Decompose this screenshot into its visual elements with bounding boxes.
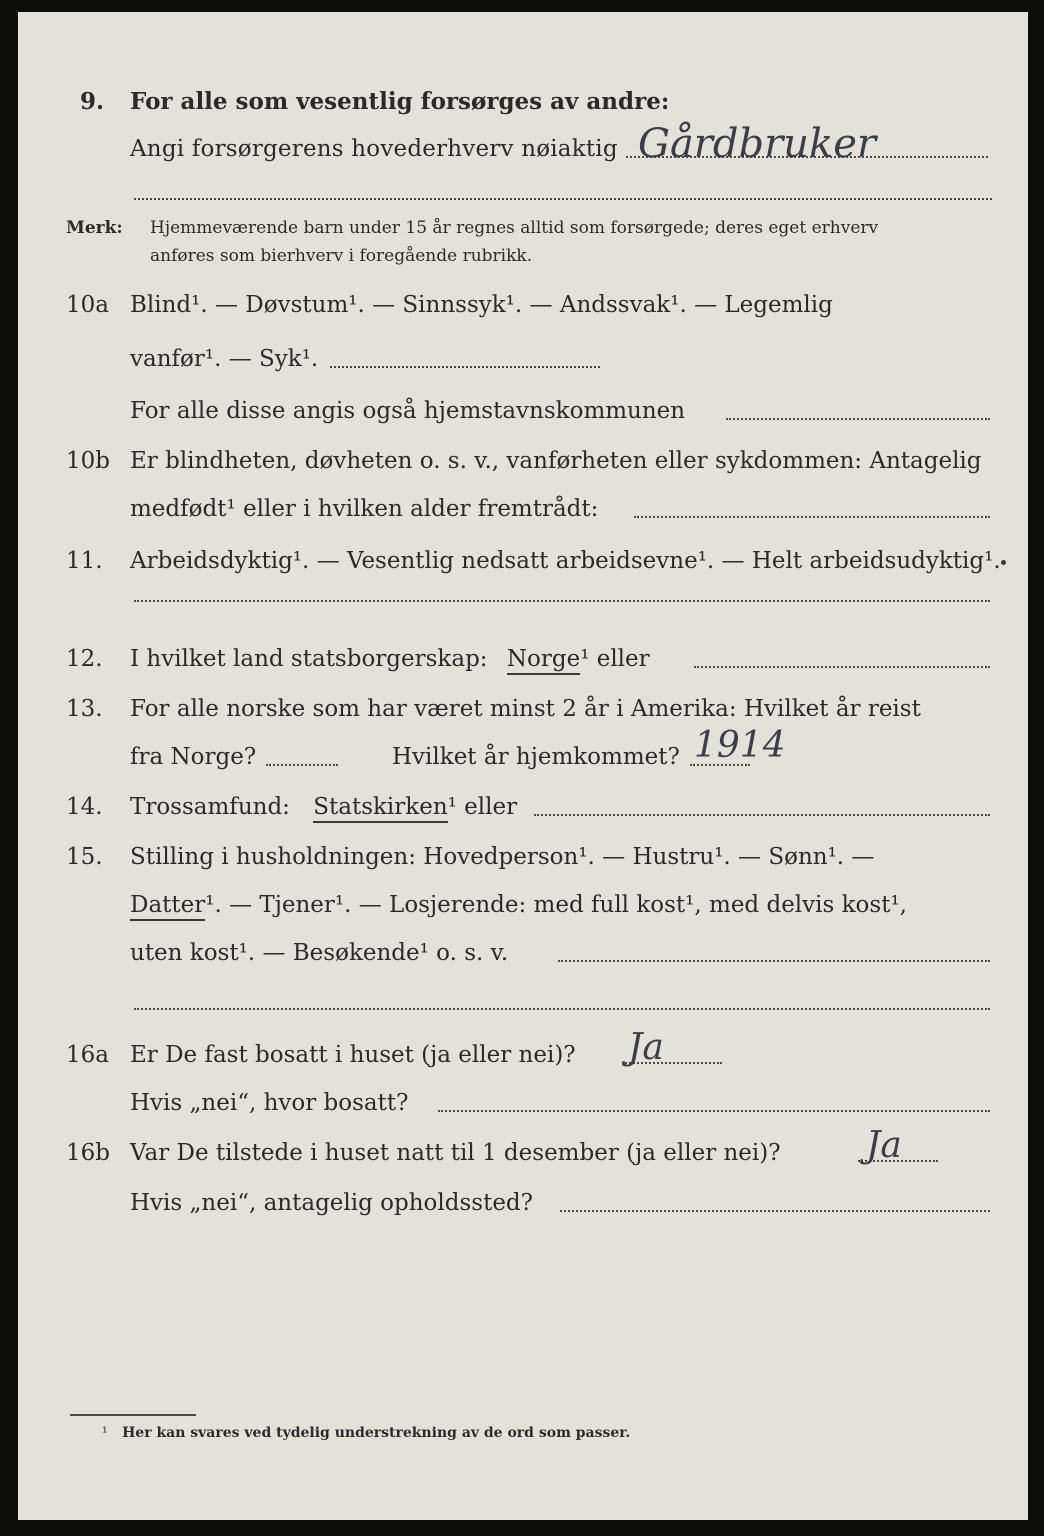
- q14-answer-line: [534, 814, 990, 816]
- q10b-line-1: Er blindheten, døvheten o. s. v., vanførheten eller sykdommen: Antagelig: [130, 448, 982, 474]
- q12-suffix: ¹ eller: [580, 646, 650, 672]
- q12-answer-line: [694, 666, 990, 668]
- q16a-handwritten-answer: Ja: [628, 1027, 664, 1068]
- q10a-number: 10a: [66, 292, 109, 318]
- q16b-handwritten-answer: Ja: [866, 1125, 902, 1166]
- q11-answer-line: [134, 600, 990, 602]
- q10a-syk-line: [330, 366, 600, 368]
- q14-prompt: Trossamfund:: [130, 794, 290, 820]
- q15-line-3: uten kost¹. — Besøkende¹ o. s. v.: [130, 940, 509, 966]
- q10a-kommune-line: [726, 418, 990, 420]
- footnote-marker: ¹: [102, 1425, 108, 1441]
- q9-prompt: Angi forsørgerens hovederhverv nøiaktig: [130, 136, 618, 162]
- q10b-answer-line: [634, 516, 990, 518]
- q16a-line-2: Hvis „nei“, hvor bosatt?: [130, 1090, 409, 1116]
- q13-number: 13.: [66, 696, 103, 722]
- q16b-opholdssted-line: [560, 1210, 990, 1212]
- q13-line-2a: fra Norge?: [130, 744, 257, 770]
- ink-dot: [1001, 560, 1006, 565]
- q16a-line-1: Er De fast bosatt i huset (ja eller nei)?: [130, 1042, 576, 1068]
- q9-number: 9.: [80, 88, 105, 115]
- merk-text-2: anføres som bierhverv i foregående rubrikk.: [150, 246, 533, 266]
- q14-number: 14.: [66, 794, 103, 820]
- q14-line: [130, 796, 517, 819]
- q15-line-2-rest: ¹. — Tjener¹. — Losjerende: med full kost¹, med delvis kost¹,: [205, 892, 907, 918]
- q9-heading: For alle som vesentlig forsørges av andre:: [130, 88, 670, 115]
- q13-line-1: For alle norske som har været minst 2 år i Amerika: Hvilket år reist: [130, 696, 921, 722]
- footnote: [102, 1426, 630, 1440]
- q15-line-1: Stilling i husholdningen: Hovedperson¹. — Hustru¹. — Sønn¹. —: [130, 844, 875, 870]
- q15-answer-line: [558, 960, 990, 962]
- q12-prompt: I hvilket land statsborgerskap:: [130, 646, 488, 672]
- q10b-number: 10b: [66, 448, 110, 474]
- q10b-line-2: medfødt¹ eller i hvilken alder fremtrådt:: [130, 496, 599, 522]
- q16b-line-2: Hvis „nei“, antagelig opholdssted?: [130, 1190, 533, 1216]
- q16a-bosatt-line: [438, 1110, 990, 1112]
- q15-line-2: [130, 894, 907, 917]
- q15-datter-underlined: Datter: [130, 892, 205, 921]
- merk-label: Merk:: [66, 218, 123, 238]
- q11-line-1: Arbeidsdyktig¹. — Vesentlig nedsatt arbeidsevne¹. — Helt arbeidsudyktig¹.: [130, 548, 1001, 574]
- q11-number: 11.: [66, 548, 103, 574]
- q13-handwritten-year: 1914: [694, 725, 786, 766]
- q10a-line-2: vanfør¹. — Syk¹.: [130, 346, 319, 372]
- q13-line-2b: Hvilket år hjemkommet?: [392, 744, 680, 770]
- q16b-number: 16b: [66, 1140, 110, 1166]
- q12-line: [130, 648, 650, 671]
- q12-number: 12.: [66, 646, 103, 672]
- q14-statskirken-underlined: Statskirken: [313, 794, 447, 823]
- footnote-text: Her kan svares ved tydelig understrekning av de ord som passer.: [122, 1425, 631, 1441]
- merk-text-1: Hjemmeværende barn under 15 år regnes alltid som forsørgede; deres eget erhverv: [150, 218, 879, 238]
- q9-handwritten-answer: Gårdbruker: [638, 121, 877, 167]
- q9-extra-line: [134, 198, 992, 200]
- q10a-line-3: For alle disse angis også hjemstavnskommunen: [130, 398, 686, 424]
- census-form-page: [18, 12, 1028, 1520]
- q10a-line-1: Blind¹. — Døvstum¹. — Sinnssyk¹. — Andssvak¹. — Legemlig: [130, 292, 833, 318]
- q14-suffix: ¹ eller: [447, 794, 518, 820]
- q16a-number: 16a: [66, 1042, 109, 1068]
- q16b-line-1: Var De tilstede i huset natt til 1 desember (ja eller nei)?: [130, 1140, 781, 1166]
- q15-number: 15.: [66, 844, 103, 870]
- q15-extra-line: [134, 1008, 990, 1010]
- q12-norge-underlined: Norge: [507, 646, 580, 675]
- q13-reist-line: [266, 764, 338, 766]
- footnote-rule: [70, 1414, 196, 1416]
